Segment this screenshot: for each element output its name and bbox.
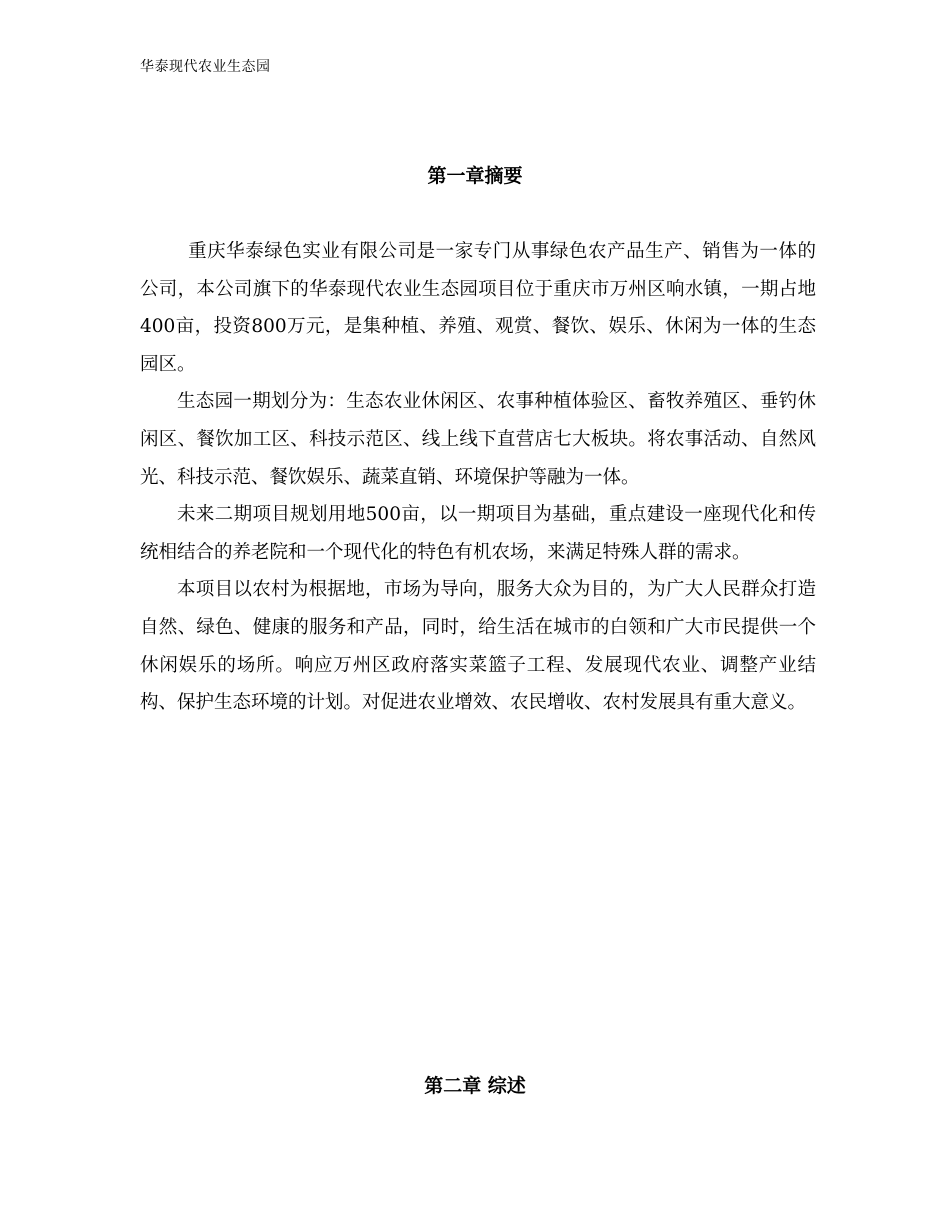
- paragraph-1: 重庆华泰绿色实业有限公司是一家专门从事绿色农产品生产、销售为一体的公司，本公司旗下的华泰现代农业生态园项目位于重庆市万州区响水镇，一期占地400亩，投资800万元，是集种植、养殖、观赏、餐饮、娱乐、休闲为一体的生态园区。: [140, 241, 816, 375]
- chapter-1-body: [140, 233, 816, 722]
- running-header: 华泰现代农业生态园: [140, 59, 271, 75]
- paragraph-3: 未来二期项目规划用地500亩，以一期项目为基础，重点建设一座现代化和传统相结合的养老院和一个现代化的特色有机农场，来满足特殊人群的需求。: [140, 504, 816, 563]
- chapter-2-title: 第二章 综述: [424, 1075, 526, 1097]
- paragraph-4: 本项目以农村为根据地，市场为导向，服务大众为目的，为广大人民群众打造自然、绿色、健康的服务和产品，同时，给生活在城市的白领和广大市民提供一个休闲娱乐的场所。响应万州区政府落实菜篮子工程、发展现代农业、调整产业结构、保护生态环境的计划。对促进农业增效、农民增收、农村发展具有重大意义。: [140, 579, 816, 714]
- chapter-1-title: 第一章摘要: [427, 165, 523, 187]
- paragraph-2: 生态园一期划分为：生态农业休闲区、农事种植体验区、畜牧养殖区、垂钓休闲区、餐饮加工区、科技示范区、线上线下直营店七大板块。将农事活动、自然风光、科技示范、餐饮娱乐、蔬菜直销、环境保护等融为一体。: [140, 391, 816, 488]
